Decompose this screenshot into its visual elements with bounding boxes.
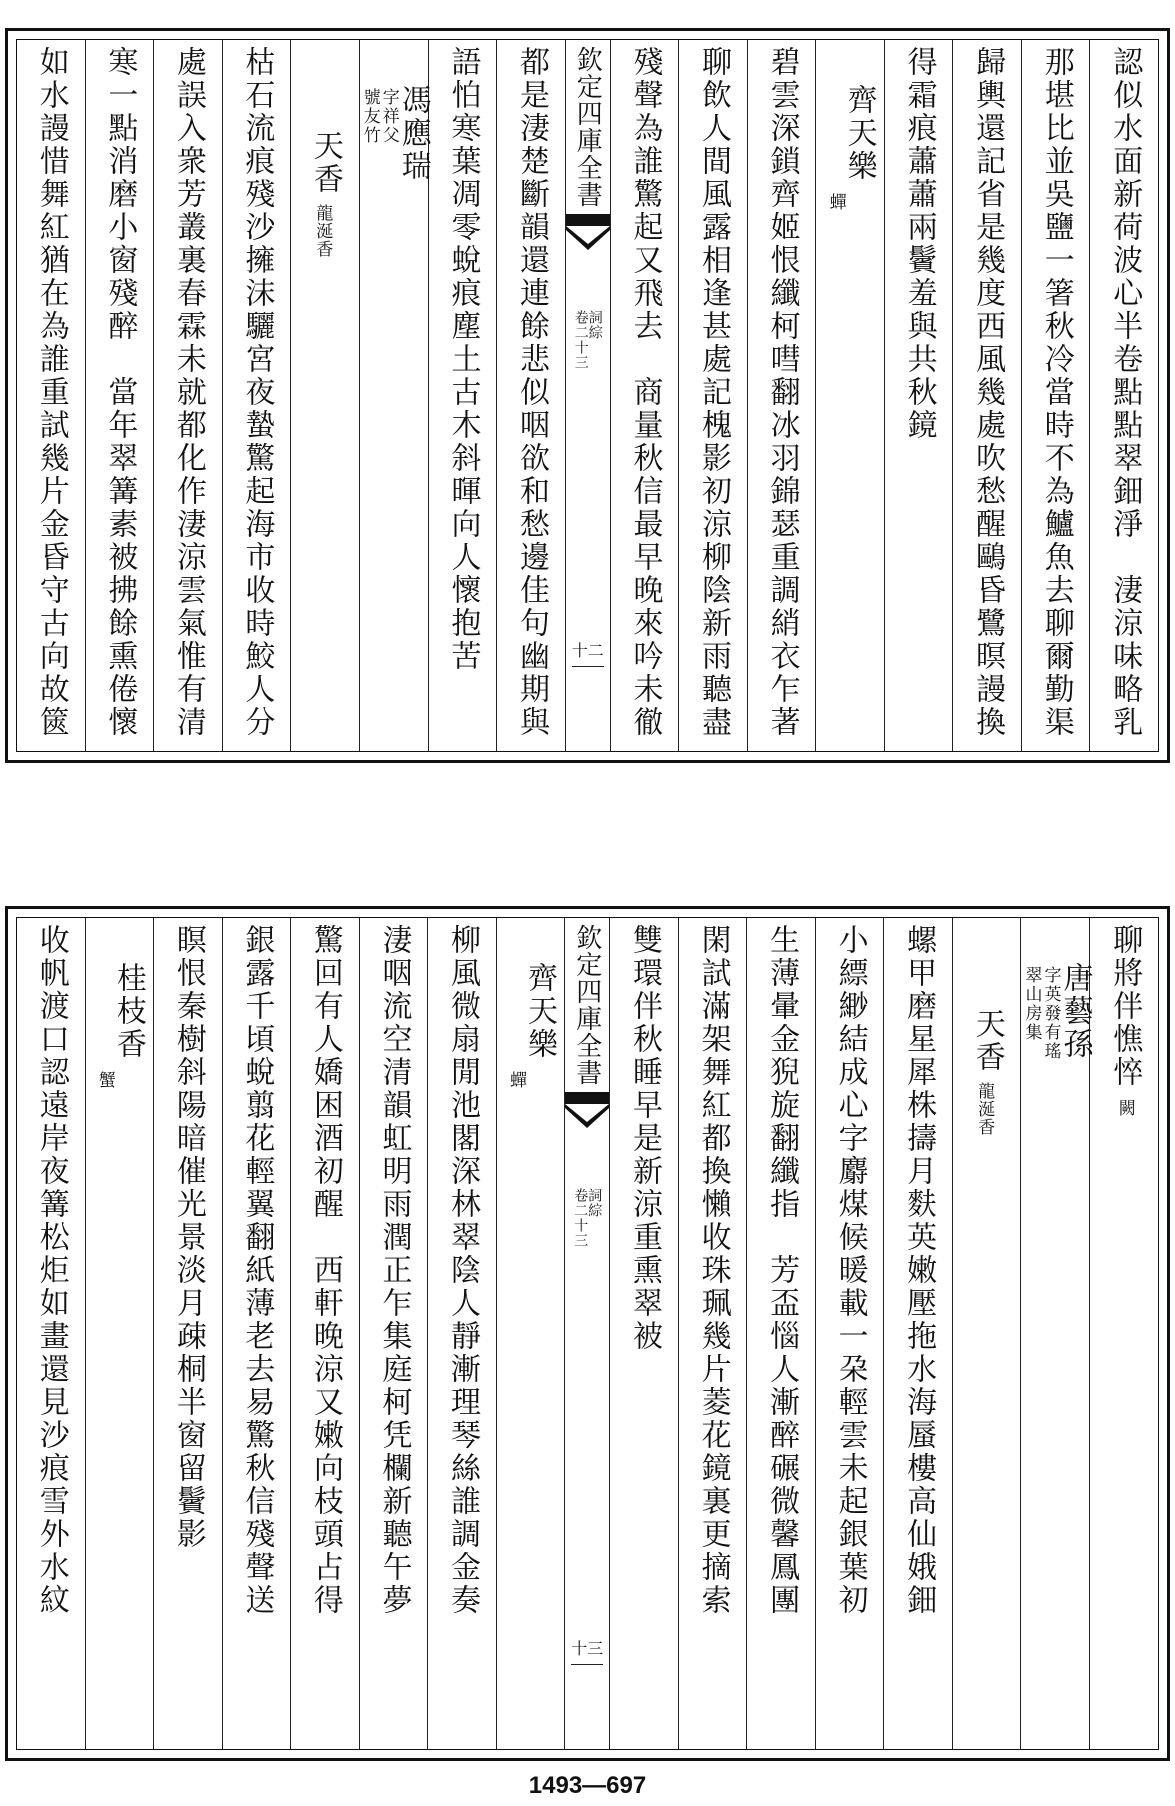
author-note: 號友竹 bbox=[359, 88, 380, 145]
column-text: 殘聲為誰驚起又飛去 商量秋信最早晚來吟未徹 bbox=[627, 46, 663, 739]
text-column bbox=[153, 40, 222, 751]
page-rule bbox=[571, 1664, 603, 1665]
text-column bbox=[1020, 918, 1093, 1749]
tune-subtitle: 蟹 bbox=[94, 1071, 115, 1089]
text-column bbox=[85, 40, 154, 751]
text-column bbox=[1021, 40, 1090, 751]
column-text: 語怕寒葉凋零蛻痕塵土古木斜暉向人懷抱苦 bbox=[445, 46, 481, 673]
tune-subtitle: 蟬 bbox=[825, 193, 846, 211]
top-page bbox=[5, 28, 1170, 763]
text-column bbox=[815, 40, 884, 751]
fishtail-mark-icon bbox=[565, 1092, 609, 1128]
text-column bbox=[952, 918, 1021, 1749]
author-note: 字祥父 bbox=[378, 88, 399, 145]
text-column bbox=[359, 40, 431, 751]
text-column bbox=[222, 40, 291, 751]
text-column bbox=[290, 918, 359, 1749]
column-text: 小縹緲結成心字麝煤候暖載一朶輕雲未起銀葉初 bbox=[832, 924, 868, 1617]
column-text: 聊將伴憔悴 bbox=[1107, 924, 1143, 1089]
column-text: 歸輿還記省是幾度西風幾處吹愁醒鷗昏鷺暝謾換 bbox=[970, 46, 1006, 739]
text-column bbox=[815, 918, 884, 1749]
text-column bbox=[884, 40, 953, 751]
column-text: 收帆渡口認遠岸夜篝松炬如畫還見沙痕雪外水紋 bbox=[33, 924, 69, 1617]
text-column bbox=[85, 918, 154, 1749]
text-column bbox=[496, 918, 565, 1749]
author-note: 字英發有瑤 bbox=[1040, 966, 1061, 1061]
column-text: 生薄暈金猊旋翻纖指 芳盃惱人漸醉碾微馨鳳團 bbox=[764, 924, 800, 1617]
tune-title: 天香 bbox=[969, 1008, 1005, 1074]
text-column bbox=[952, 40, 1021, 751]
tune-note: 龍涎香 bbox=[312, 204, 333, 258]
text-column bbox=[1089, 40, 1158, 751]
author-heading bbox=[1021, 962, 1093, 1061]
column-text: 螺甲磨星犀株擣月麩英嫩壓拖水海蜃樓高仙娥鈿 bbox=[901, 924, 937, 1617]
column-text: 聊飲人間風露相逢甚處記槐影初涼柳陰新雨聽盡 bbox=[696, 46, 732, 739]
column-text: 如水謾惜舞紅猶在為誰重試幾片金昏守古向故篋 bbox=[33, 46, 69, 739]
text-column bbox=[1089, 918, 1158, 1749]
text-column bbox=[678, 40, 747, 751]
page-number: 十二 bbox=[571, 641, 604, 660]
text-column bbox=[222, 918, 291, 1749]
text-column bbox=[496, 40, 565, 751]
column-text: 閑試滿架舞紅都換懶收珠珮幾片菱花鏡裏更摘索 bbox=[695, 924, 731, 1617]
page-footer-number: 1493—697 bbox=[528, 1772, 647, 1799]
column-text: 得霜痕蕭蕭兩鬢羞與共秋鏡 bbox=[901, 46, 937, 442]
text-column bbox=[17, 918, 85, 1749]
fold-strip bbox=[565, 40, 610, 751]
text-column bbox=[610, 40, 679, 751]
author-note: 翠山房集 bbox=[1021, 966, 1042, 1042]
text-column bbox=[290, 40, 359, 751]
text-column bbox=[883, 918, 952, 1749]
text-column bbox=[609, 918, 678, 1749]
column-text: 雙環伴秋睡早是新涼重熏翠被 bbox=[627, 924, 663, 1353]
column-text: 認似水面新荷波心半卷點點翠鈿淨 淒涼味略乳 bbox=[1107, 46, 1143, 739]
text-column bbox=[746, 918, 815, 1749]
text-column bbox=[17, 40, 85, 751]
column-text: 枯石流痕殘沙擁沫驪宮夜蟄驚起海市收時鮫人分 bbox=[239, 46, 275, 739]
section-text: 卷二十三 bbox=[572, 1188, 589, 1248]
page-number: 十三 bbox=[571, 1639, 604, 1658]
column-text: 銀露千頃蛻翦花輕翼翻紙薄老去易驚秋信殘聲送 bbox=[239, 924, 275, 1617]
author-name: 馮應瑞 bbox=[395, 84, 431, 183]
author-heading bbox=[359, 84, 431, 183]
column-text: 淒咽流空清韻虹明雨潤正乍集庭柯凭欄新聽午夢 bbox=[376, 924, 412, 1617]
library-title: 欽定四庫全書 bbox=[571, 924, 602, 1086]
tune-title: 齊天樂 bbox=[841, 84, 877, 183]
column-text: 瞑恨秦樹斜陽暗催光景淡月疎桐半窗留鬢影 bbox=[170, 924, 206, 1551]
text-column bbox=[427, 918, 496, 1749]
library-title: 欽定四庫全書 bbox=[572, 46, 603, 208]
bottom-page-frame bbox=[16, 917, 1159, 1750]
author-notes bbox=[360, 88, 398, 145]
text-column bbox=[153, 918, 222, 1749]
text-column bbox=[678, 918, 747, 1749]
column-text: 都是淒楚斷韻還連餘悲似咽欲和愁邊佳句幽期與 bbox=[513, 46, 549, 739]
column-text: 驚回有人嬌困酒初醒 西軒晚涼又嫩向枝頭占得 bbox=[307, 924, 343, 1617]
column-tail-note: 闕 bbox=[1114, 1099, 1135, 1117]
fishtail-mark-icon bbox=[566, 214, 610, 250]
column-text: 柳風微扇閒池閣深林翠陰人靜漸理琴絲誰調金奏 bbox=[444, 924, 480, 1617]
text-column bbox=[747, 40, 816, 751]
section-text: 詞綜 bbox=[586, 310, 603, 340]
column-text: 寒一點消磨小窗殘醉 當年翠篝素被拂餘熏倦懷 bbox=[102, 46, 138, 739]
tune-heading bbox=[825, 84, 877, 211]
author-name: 唐藝孫 bbox=[1057, 962, 1093, 1061]
column-text: 碧雲深鎖齊姬恨纖柯嘒翻冰羽錦瑟重調綃衣乍著 bbox=[764, 46, 800, 739]
page-rule bbox=[572, 666, 604, 667]
tune-heading bbox=[94, 962, 146, 1089]
column-text: 那堪比並吳鹽一箸秋冷當時不為鱸魚去聊爾勤渠 bbox=[1038, 46, 1074, 739]
column-text: 處誤入衆芳叢裏春霖未就都化作淒涼雲氣惟有清 bbox=[170, 46, 206, 739]
top-page-frame bbox=[16, 39, 1159, 752]
tune-title: 天香 bbox=[307, 130, 343, 196]
author-notes bbox=[1021, 966, 1059, 1061]
section-text: 卷二十三 bbox=[572, 310, 589, 370]
fold-strip bbox=[564, 918, 609, 1749]
tune-subtitle: 蟬 bbox=[506, 1071, 527, 1089]
text-column bbox=[359, 918, 428, 1749]
tune-title: 齊天樂 bbox=[522, 962, 558, 1061]
section-text: 詞綜 bbox=[586, 1188, 603, 1218]
tune-note: 龍涎香 bbox=[974, 1082, 995, 1136]
tune-heading bbox=[506, 962, 558, 1089]
text-column bbox=[428, 40, 497, 751]
bottom-page bbox=[5, 906, 1170, 1761]
section-label bbox=[574, 310, 602, 370]
tune-title: 桂枝香 bbox=[110, 962, 146, 1061]
section-label bbox=[573, 1188, 601, 1248]
